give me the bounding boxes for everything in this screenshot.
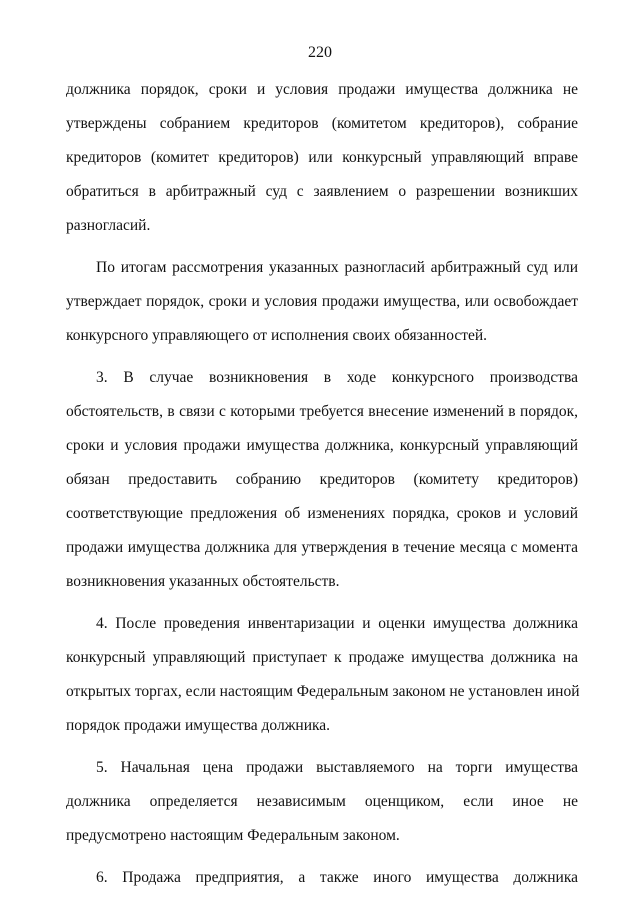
paragraph-continuation [66, 78, 578, 248]
text-line: предусмотрено настоящим Федеральным законом. [66, 827, 400, 844]
text-line: сроки и условия продажи имущества должника, конкурсный управляющий [66, 437, 578, 454]
text-line: возникновения указанных обстоятельств. [66, 573, 340, 590]
text-line: обратиться в арбитражный суд с заявлением о разрешении возникших [66, 183, 578, 200]
text-line: 3. В случае возникновения в ходе конкурсного производства [96, 369, 578, 386]
text-line: должника порядок, сроки и условия продажи имущества должника не [66, 81, 578, 98]
text-line: кредиторов (комитет кредиторов) или конкурсный управляющий вправе [66, 149, 578, 166]
paragraph-item-5 [66, 756, 578, 858]
text-line: соответствующие предложения об изменениях порядка, сроков и условий [66, 505, 578, 522]
text-line: продажи имущества должника для утверждения в течение месяца с момента [66, 539, 578, 556]
text-line: обязан предоставить собранию кредиторов (комитету кредиторов) [66, 471, 578, 488]
text-line: утверждены собранием кредиторов (комитетом кредиторов), собрание [66, 115, 578, 132]
text-line: 4. После проведения инвентаризации и оценки имущества должника [96, 615, 578, 632]
text-line: конкурсный управляющий приступает к продаже имущества должника на [66, 649, 578, 666]
text-line: должника определяется независимым оценщиком, если иное не [66, 793, 578, 810]
paragraph-item-6 [66, 866, 578, 900]
paragraph-item-3 [66, 366, 578, 604]
text-line: разногласий. [66, 217, 151, 234]
text-line: обстоятельств, в связи с которыми требуется внесение изменений в порядок, [66, 403, 578, 420]
paragraph-outcome [66, 256, 578, 358]
text-line: утверждает порядок, сроки и условия продажи имущества, или освобождает [66, 293, 578, 310]
document-body [66, 78, 578, 908]
text-line: открытых торгах, если настоящим Федеральным законом не установлен иной [66, 683, 580, 700]
text-line: По итогам рассмотрения указанных разногласий арбитражный суд или [96, 259, 578, 276]
text-line: порядок продажи имущества должника. [66, 717, 331, 734]
paragraph-item-4 [66, 612, 578, 748]
page-number: 220 [308, 44, 332, 61]
text-line: 6. Продажа предприятия, а также иного имущества должника [96, 869, 578, 886]
text-line: 5. Начальная цена продажи выставляемого на торги имущества [96, 759, 578, 776]
text-line: конкурсного управляющего от исполнения своих обязанностей. [66, 327, 488, 344]
